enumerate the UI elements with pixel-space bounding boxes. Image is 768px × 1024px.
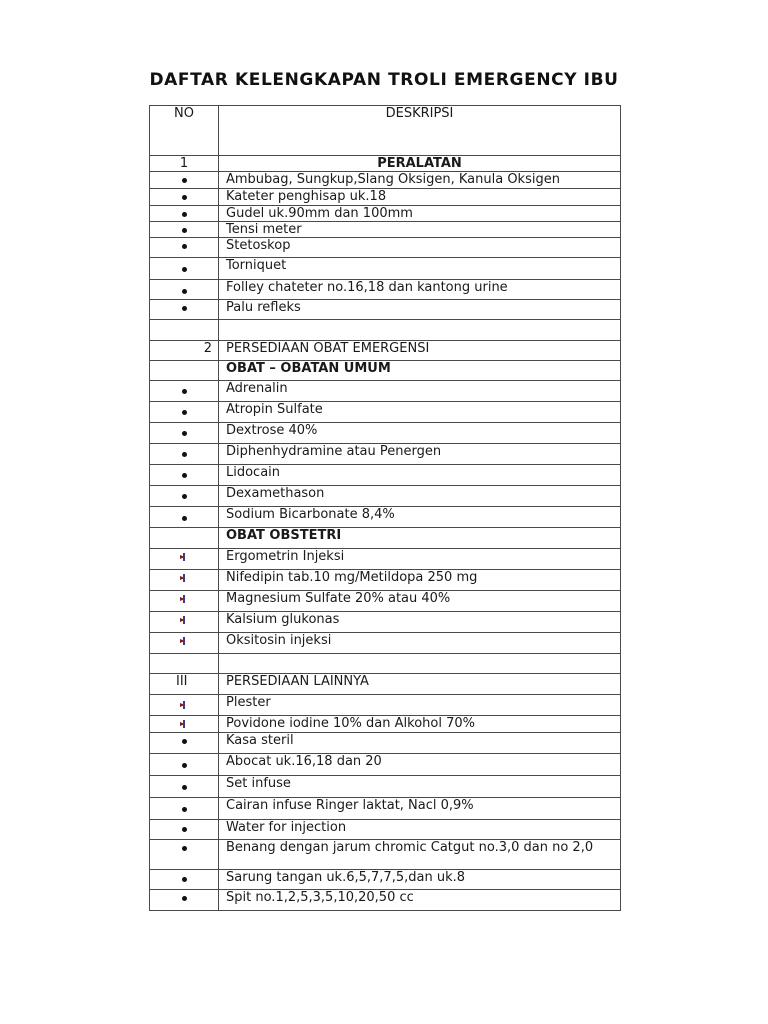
table-row: [150, 465, 621, 486]
section-row: [150, 674, 621, 695]
table-row: [150, 840, 621, 870]
item-text: Kalsium glukonas: [219, 612, 621, 633]
table-header-row: [150, 106, 621, 156]
section-title: PERSEDIAAN LAINNYA: [219, 674, 621, 695]
bullet-dot-icon: [150, 733, 219, 754]
spacer-row: [150, 654, 621, 674]
table-row: [150, 258, 621, 280]
bullet-dot-icon: [150, 798, 219, 820]
bullet-dot-icon: [150, 776, 219, 798]
table-row: [150, 486, 621, 507]
item-text: Abocat uk.16,18 dan 20: [219, 754, 621, 776]
item-text: Dextrose 40%: [219, 423, 621, 444]
bullet-arrow-icon: [150, 591, 219, 612]
item-text: Ergometrin Injeksi: [219, 549, 621, 570]
bullet-dot-icon: [150, 280, 219, 300]
bullet-dot-icon: [150, 206, 219, 222]
item-text: Set infuse: [219, 776, 621, 798]
item-text: Palu refleks: [219, 300, 621, 320]
document-title: DAFTAR KELENGKAPAN TROLI EMERGENCY IBU: [149, 70, 619, 90]
item-text: Nifedipin tab.10 mg/Metildopa 250 mg: [219, 570, 621, 591]
table-row: [150, 890, 621, 911]
table-row: [150, 402, 621, 423]
table-row: [150, 716, 621, 733]
item-text: Povidone iodine 10% dan Alkohol 70%: [219, 716, 621, 733]
table-row: [150, 549, 621, 570]
bullet-dot-icon: [150, 258, 219, 280]
subsection-title: OBAT – OBATAN UMUM: [219, 361, 621, 381]
bullet-dot-icon: [150, 507, 219, 528]
bullet-dot-icon: [150, 238, 219, 258]
bullet-dot-icon: [150, 486, 219, 507]
item-text: Spit no.1,2,5,3,5,10,20,50 cc: [219, 890, 621, 911]
table-row: [150, 870, 621, 890]
header-no: NO: [150, 106, 219, 156]
bullet-arrow-icon: [150, 695, 219, 716]
item-text: Dexamethason: [219, 486, 621, 507]
item-text: Water for injection: [219, 820, 621, 840]
item-text: Folley chateter no.16,18 dan kantong urine: [219, 280, 621, 300]
subsection-title: OBAT OBSTETRI: [219, 528, 621, 549]
subsection-row: [150, 528, 621, 549]
item-text: Torniquet: [219, 258, 621, 280]
table-row: [150, 612, 621, 633]
table-row: [150, 222, 621, 238]
section-title: PERALATAN: [219, 156, 621, 172]
bullet-arrow-icon: [150, 570, 219, 591]
table-row: [150, 423, 621, 444]
bullet-dot-icon: [150, 423, 219, 444]
item-text: Stetoskop: [219, 238, 621, 258]
table-row: [150, 820, 621, 840]
spacer-row: [150, 320, 621, 341]
table-row: [150, 206, 621, 222]
bullet-dot-icon: [150, 172, 219, 189]
item-text: Lidocain: [219, 465, 621, 486]
table-row: [150, 444, 621, 465]
table-row: [150, 776, 621, 798]
bullet-dot-icon: [150, 444, 219, 465]
table-row: [150, 695, 621, 716]
bullet-dot-icon: [150, 870, 219, 890]
bullet-dot-icon: [150, 890, 219, 911]
bullet-arrow-icon: [150, 716, 219, 733]
bullet-arrow-icon: [150, 549, 219, 570]
bullet-arrow-icon: [150, 633, 219, 654]
table-row: [150, 798, 621, 820]
bullet-dot-icon: [150, 189, 219, 206]
item-text: Sarung tangan uk.6,5,7,7,5,dan uk.8: [219, 870, 621, 890]
item-text: Benang dengan jarum chromic Catgut no.3,0 dan no 2,0: [219, 840, 621, 870]
item-text: Sodium Bicarbonate 8,4%: [219, 507, 621, 528]
bullet-dot-icon: [150, 820, 219, 840]
bullet-arrow-icon: [150, 612, 219, 633]
section-title: PERSEDIAAN OBAT EMERGENSI: [219, 341, 621, 361]
item-text: Plester: [219, 695, 621, 716]
header-description: DESKRIPSI: [219, 106, 621, 156]
item-text: Atropin Sulfate: [219, 402, 621, 423]
table-row: [150, 507, 621, 528]
bullet-dot-icon: [150, 381, 219, 402]
table-row: [150, 172, 621, 189]
item-text: Cairan infuse Ringer laktat, Nacl 0,9%: [219, 798, 621, 820]
item-text: Ambubag, Sungkup,Slang Oksigen, Kanula Oksigen: [219, 172, 621, 189]
item-text: Magnesium Sulfate 20% atau 40%: [219, 591, 621, 612]
table-row: [150, 238, 621, 258]
table-row: [150, 570, 621, 591]
item-text: Gudel uk.90mm dan 100mm: [219, 206, 621, 222]
section-number: 2: [150, 341, 219, 361]
bullet-dot-icon: [150, 222, 219, 238]
table-row: [150, 591, 621, 612]
item-text: Kateter penghisap uk.18: [219, 189, 621, 206]
table-row: [150, 280, 621, 300]
table-row: [150, 300, 621, 320]
bullet-dot-icon: [150, 300, 219, 320]
bullet-dot-icon: [150, 402, 219, 423]
bullet-dot-icon: [150, 754, 219, 776]
item-text: Tensi meter: [219, 222, 621, 238]
section-row: [150, 341, 621, 361]
table-row: [150, 754, 621, 776]
item-text: Diphenhydramine atau Penergen: [219, 444, 621, 465]
section-number: 1: [150, 156, 219, 172]
bullet-dot-icon: [150, 465, 219, 486]
equipment-table: [149, 105, 621, 911]
subsection-row: [150, 361, 621, 381]
table-row: [150, 189, 621, 206]
section-number: III: [150, 674, 219, 695]
item-text: Kasa steril: [219, 733, 621, 754]
section-row: [150, 156, 621, 172]
item-text: Adrenalin: [219, 381, 621, 402]
table-row: [150, 733, 621, 754]
table-row: [150, 381, 621, 402]
table-row: [150, 633, 621, 654]
item-text: Oksitosin injeksi: [219, 633, 621, 654]
bullet-dot-icon: [150, 840, 219, 870]
